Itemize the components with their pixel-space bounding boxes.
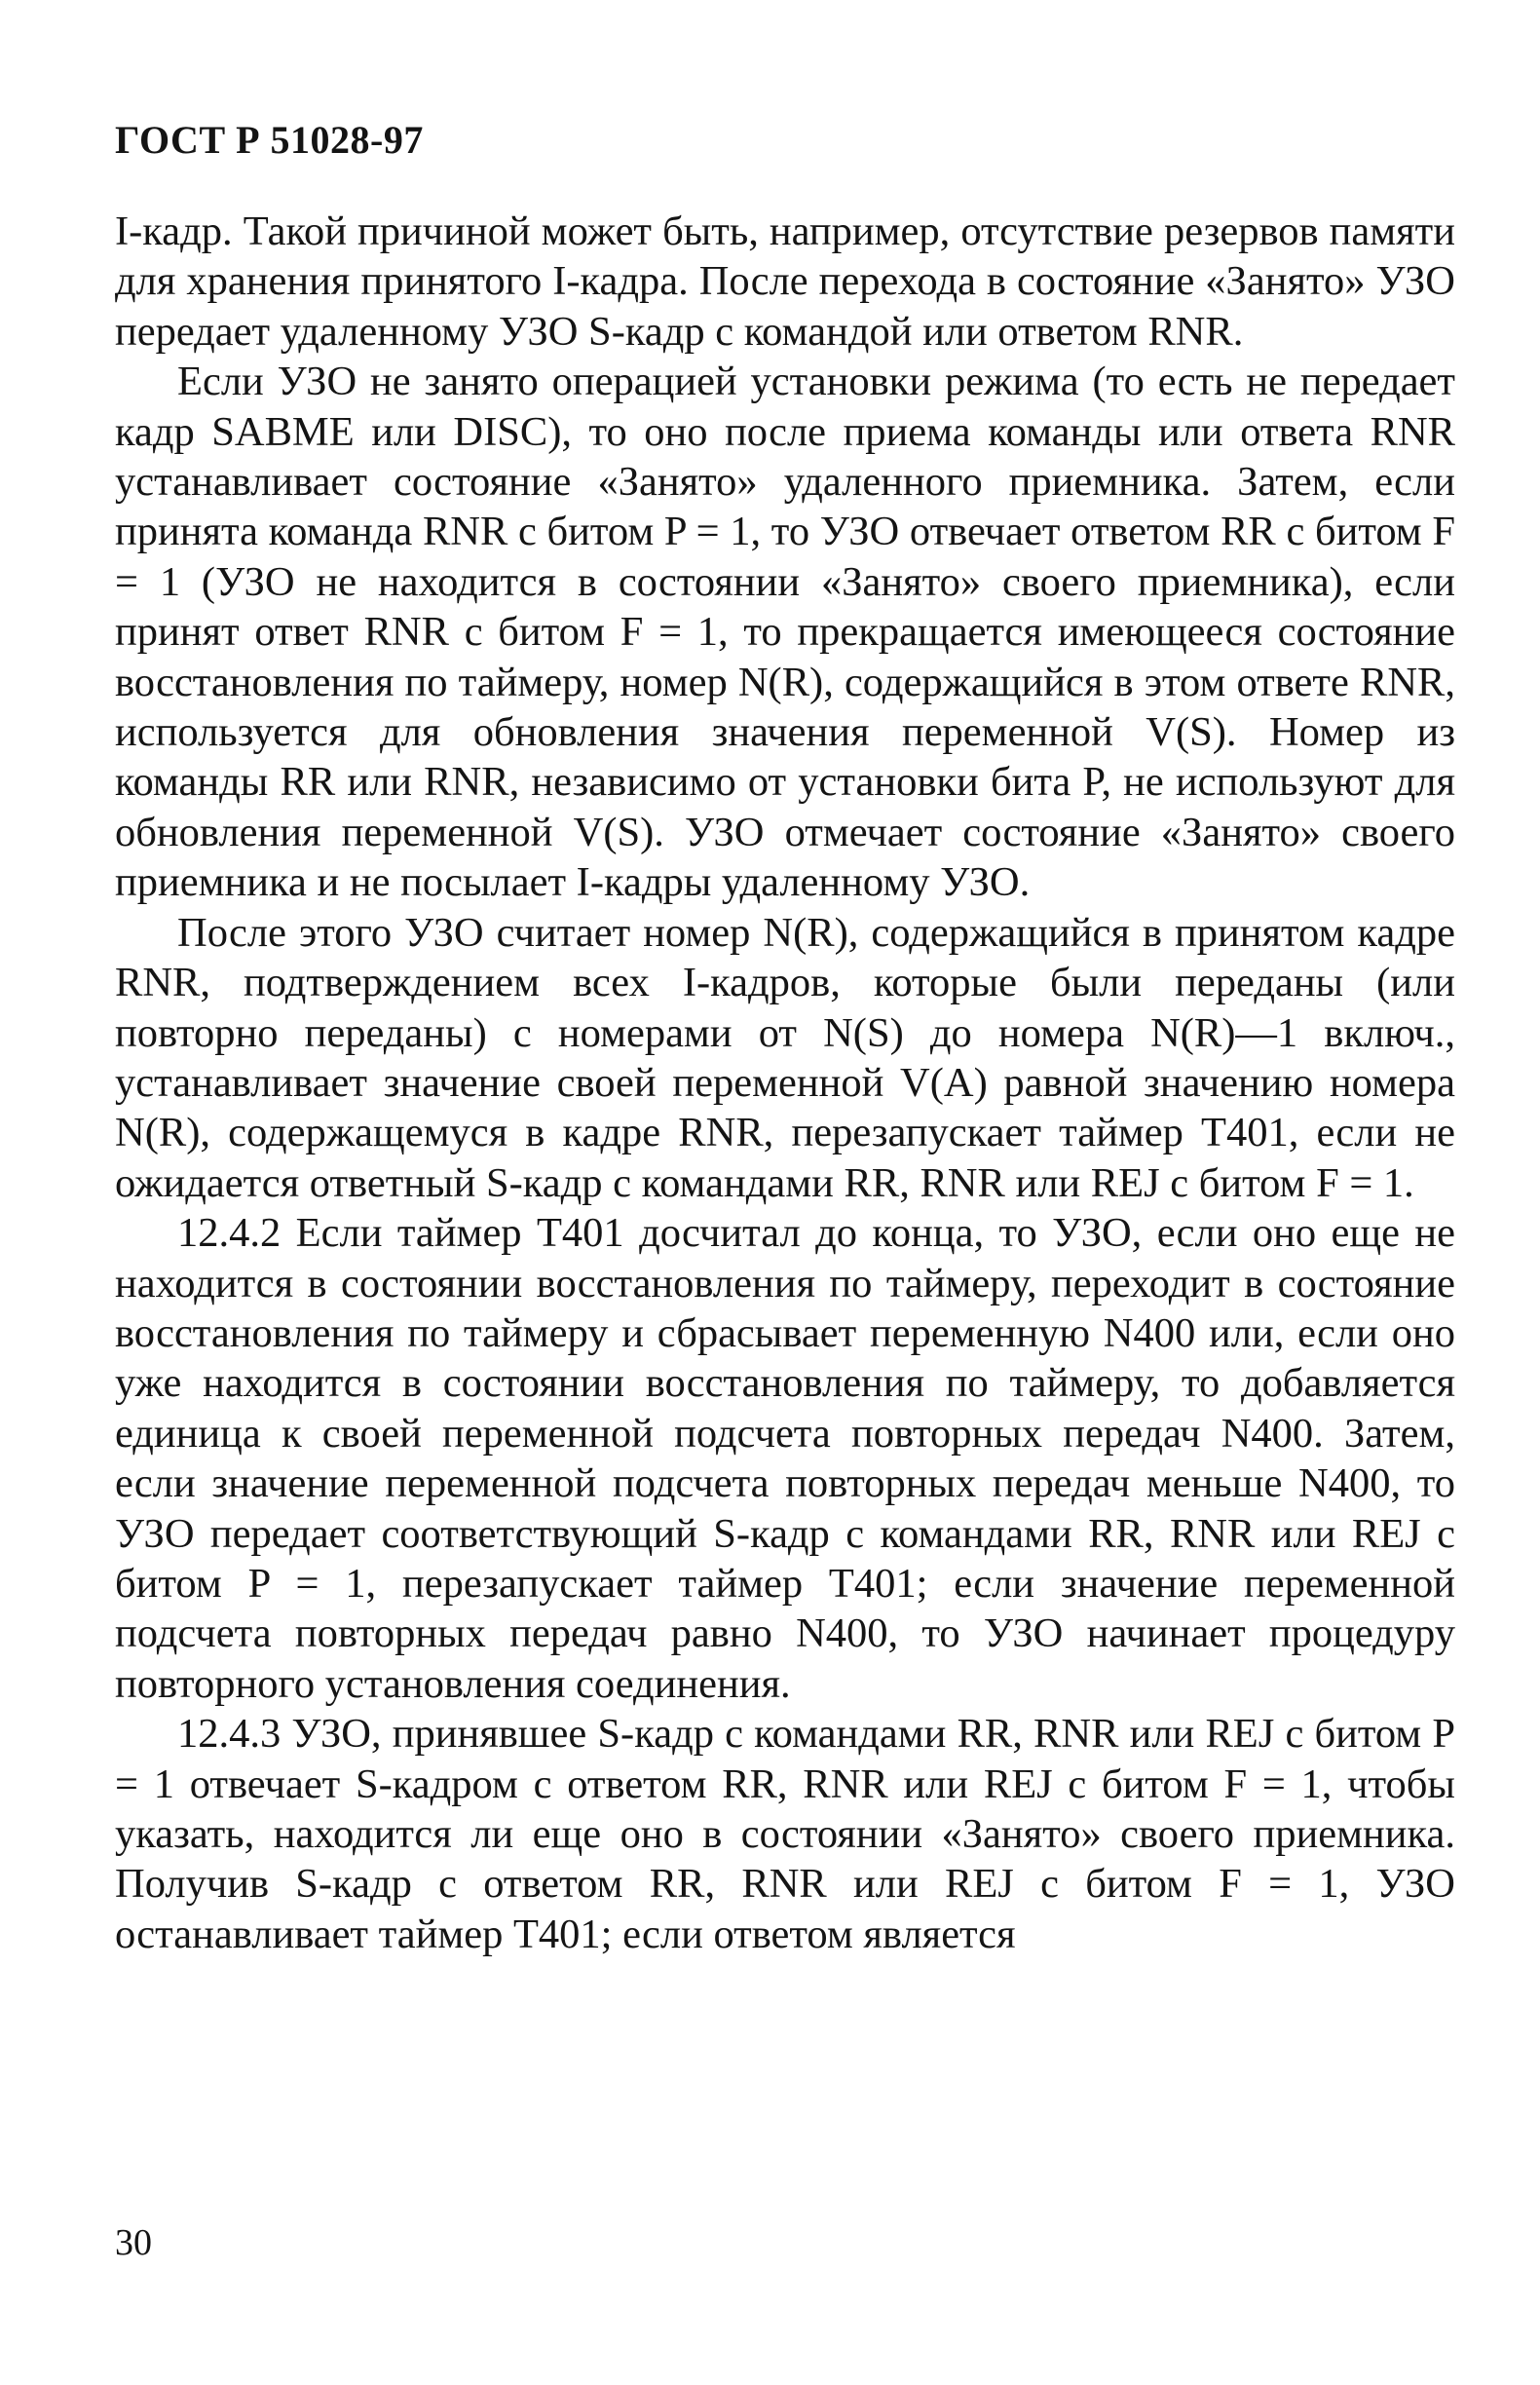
body-text xyxy=(115,207,1455,1959)
standard-header: ГОСТ Р 51028-97 xyxy=(115,118,424,162)
paragraph: Если УЗО не занято операцией установки режима (то есть не передает кадр SABME или DISC), то оно после приема команды или ответа RNR устанавливает состояние «Занято» удаленного приемника. Затем, если принята команда RNR с битом P = 1, то УЗО отвечает ответом RR с битом F = 1 (УЗО не находится в состоянии «Занято» своего приемника), если принят ответ RNR с битом F = 1, то прекращается имеющееся состояние восстановления по таймеру, номер N(R), содержащийся в этом ответе RNR, используется для обновления значения переменной V(S). Номер из команды RR или RNR, независимо от установки бита P, не используют для обновления переменной V(S). УЗО отмечает состояние «Занято» своего приемника и не посылает І-кадры удаленному УЗО. xyxy=(115,359,1455,906)
paragraph: После этого УЗО считает номер N(R), содержащийся в принятом кадре RNR, подтверждением всех І-кадров, которые были переданы (или повторно переданы) с номерами от N(S) до номера N(R)—1 включ., устанавливает значение своей переменной V(A) равной значению номера N(R), содержащемуся в кадре RNR, перезапускает таймер T401, если не ожидается ответный S-кадр с командами RR, RNR или REJ с битом F = 1. xyxy=(115,909,1455,1206)
paragraph-section-12-4-3: 12.4.3 УЗО, принявшее S-кадр с командами RR, RNR или REJ с битом P = 1 отвечает S-кадром с ответом RR, RNR или REJ с битом F = 1, чтобы указать, находится ли еще оно в состоянии «Занято» своего приемника. Получив S-кадр с ответом RR, RNR или REJ с битом F = 1, УЗО останавливает таймер T401; если ответом является xyxy=(115,1711,1455,1957)
paragraph-continuation: І-кадр. Такой причиной может быть, например, отсутствие резервов памяти для хранения принятого І-кадра. После перехода в состояние «Занято» УЗО передает удаленному УЗО S-кадр с командой или ответом RNR. xyxy=(115,208,1455,355)
page-number: 30 xyxy=(115,2222,152,2263)
paragraph-section-12-4-2: 12.4.2 Если таймер T401 досчитал до конца, то УЗО, если оно еще не находится в состоянии восстановления по таймеру, переходит в состояние восстановления по таймеру и сбрасывает переменную N400 или, если оно уже находится в состоянии восстановления по таймеру, то добавляется единица к своей переменной подсчета повторных передач N400. Затем, если значение переменной подсчета повторных передач меньше N400, то УЗО передает соответствующий S-кадр с командами RR, RNR или REJ с битом P = 1, перезапускает таймер T401; если значение переменной подсчета повторных передач равно N400, то УЗО начинает процедуру повторного установления соединения. xyxy=(115,1210,1455,1707)
